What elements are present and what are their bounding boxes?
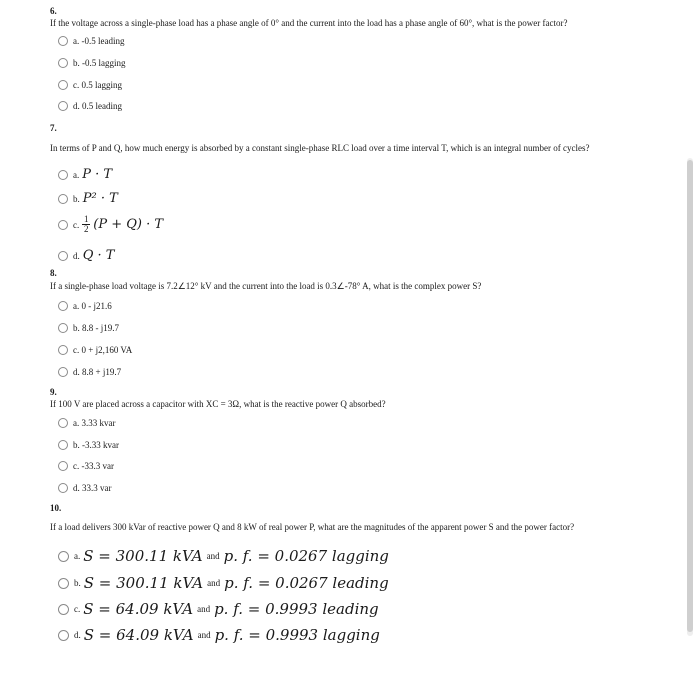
question-9-option-c[interactable]	[58, 461, 114, 471]
option-label: d. 0.5 leading	[73, 101, 122, 111]
radio-button[interactable]	[58, 578, 69, 589]
option-power-factor: p. f. = 0.0267 leading	[224, 574, 389, 592]
radio-button[interactable]	[58, 483, 68, 493]
question-7-option-c[interactable]	[58, 215, 163, 234]
option-formula: Q · T	[82, 248, 115, 263]
radio-button[interactable]	[58, 604, 69, 615]
question-7-option-a[interactable]	[58, 167, 112, 182]
question-8-option-b[interactable]	[58, 323, 119, 333]
option-apparent-power: S = 64.09 kVA	[83, 600, 194, 618]
option-letter: d.	[74, 630, 81, 640]
question-10-option-d[interactable]	[58, 626, 380, 644]
fraction-denominator: 2	[84, 224, 89, 234]
radio-button[interactable]	[58, 36, 68, 46]
radio-button[interactable]	[58, 58, 68, 68]
question-6-number: 6.	[50, 6, 57, 16]
fraction	[82, 215, 90, 234]
question-9-option-d[interactable]	[58, 483, 112, 493]
option-label: a. 0 - j21.6	[73, 301, 112, 311]
option-and: and	[197, 630, 211, 640]
question-7-option-d[interactable]	[58, 248, 114, 263]
option-apparent-power: S = 300.11 kVA	[83, 574, 204, 592]
radio-button[interactable]	[58, 551, 69, 562]
radio-button[interactable]	[58, 301, 68, 311]
option-letter: a.	[74, 551, 81, 561]
scrollbar-thumb[interactable]	[687, 160, 693, 632]
question-8-text: If a single-phase load voltage is 7.2∠12° kV and the current into the load is 0.3∠-78° A, what is the complex power S?	[50, 281, 482, 291]
question-6-text: If the voltage across a single-phase load has a phase angle of 0° and the current into the load has a phase angle of 60°, what is the power factor?	[50, 18, 568, 28]
option-letter: d.	[73, 250, 80, 261]
option-label: d. 8.8 + j19.7	[73, 367, 122, 377]
option-letter: c.	[73, 219, 80, 230]
radio-button[interactable]	[58, 220, 68, 230]
radio-button[interactable]	[58, 323, 68, 333]
radio-button[interactable]	[58, 80, 68, 90]
option-and: and	[197, 604, 211, 614]
radio-button[interactable]	[58, 170, 68, 180]
option-power-factor: p. f. = 0.9993 lagging	[214, 626, 380, 644]
option-apparent-power: S = 64.09 kVA	[83, 626, 194, 644]
question-6-option-b[interactable]	[58, 58, 126, 68]
radio-button[interactable]	[58, 251, 68, 261]
option-apparent-power: S = 300.11 kVA	[83, 547, 203, 565]
radio-button[interactable]	[58, 345, 68, 355]
question-9-number: 9.	[50, 387, 57, 397]
option-formula: (P + Q) · T	[93, 217, 164, 232]
option-power-factor: p. f. = 0.9993 leading	[214, 600, 379, 618]
option-letter: a.	[73, 169, 80, 180]
question-8-option-d[interactable]	[58, 367, 121, 377]
question-10-text: If a load delivers 300 kVar of reactive power Q and 8 kW of real power P, what are the magnitudes of the apparent power S and the power factor?	[50, 522, 575, 532]
option-label: c. 0.5 lagging	[73, 80, 122, 90]
question-6-option-d[interactable]	[58, 101, 122, 111]
radio-button[interactable]	[58, 630, 69, 641]
radio-button[interactable]	[58, 367, 68, 377]
radio-button[interactable]	[58, 418, 68, 428]
question-9-option-a[interactable]	[58, 418, 116, 428]
question-8-number: 8.	[50, 268, 57, 278]
question-10-option-b[interactable]	[58, 574, 389, 592]
question-10-option-a[interactable]	[58, 547, 389, 565]
option-and: and	[207, 578, 221, 588]
question-9-text: If 100 V are placed across a capacitor with XC = 3Ω, what is the reactive power Q absorbed?	[50, 399, 386, 409]
option-label: d. 33.3 var	[73, 483, 112, 493]
radio-button[interactable]	[58, 461, 68, 471]
option-letter: b.	[74, 578, 81, 588]
option-power-factor: p. f. = 0.0267 lagging	[223, 547, 389, 565]
option-label: c. 0 + j2,160 VA	[73, 345, 133, 355]
radio-button[interactable]	[58, 440, 68, 450]
option-formula: P · T	[82, 167, 113, 182]
option-letter: c.	[74, 604, 81, 614]
option-label: c. -33.3 var	[73, 461, 114, 471]
option-label: b. -3.33 kvar	[73, 440, 119, 450]
option-formula: P² · T	[82, 191, 118, 206]
question-7-number: 7.	[50, 123, 57, 133]
question-7-text: In terms of P and Q, how much energy is absorbed by a constant single-phase RLC load over a time interval T, which is an integral number of cycles?	[50, 143, 590, 153]
option-letter: b.	[73, 193, 80, 204]
option-label: a. -0.5 leading	[73, 36, 125, 46]
option-and: and	[206, 551, 220, 561]
radio-button[interactable]	[58, 101, 68, 111]
option-label: b. 8.8 - j19.7	[73, 323, 119, 333]
question-10-number: 10.	[50, 503, 62, 513]
question-8-option-a[interactable]	[58, 301, 112, 311]
question-6-option-a[interactable]	[58, 36, 124, 46]
fraction-numerator: 1	[84, 214, 89, 224]
option-label: a. 3.33 kvar	[73, 418, 116, 428]
radio-button[interactable]	[58, 194, 68, 204]
question-6-option-c[interactable]	[58, 80, 122, 90]
question-9-option-b[interactable]	[58, 440, 119, 450]
question-8-option-c[interactable]	[58, 345, 132, 355]
question-10-option-c[interactable]	[58, 600, 379, 618]
question-7-option-b[interactable]	[58, 191, 118, 206]
option-label: b. -0.5 lagging	[73, 58, 126, 68]
